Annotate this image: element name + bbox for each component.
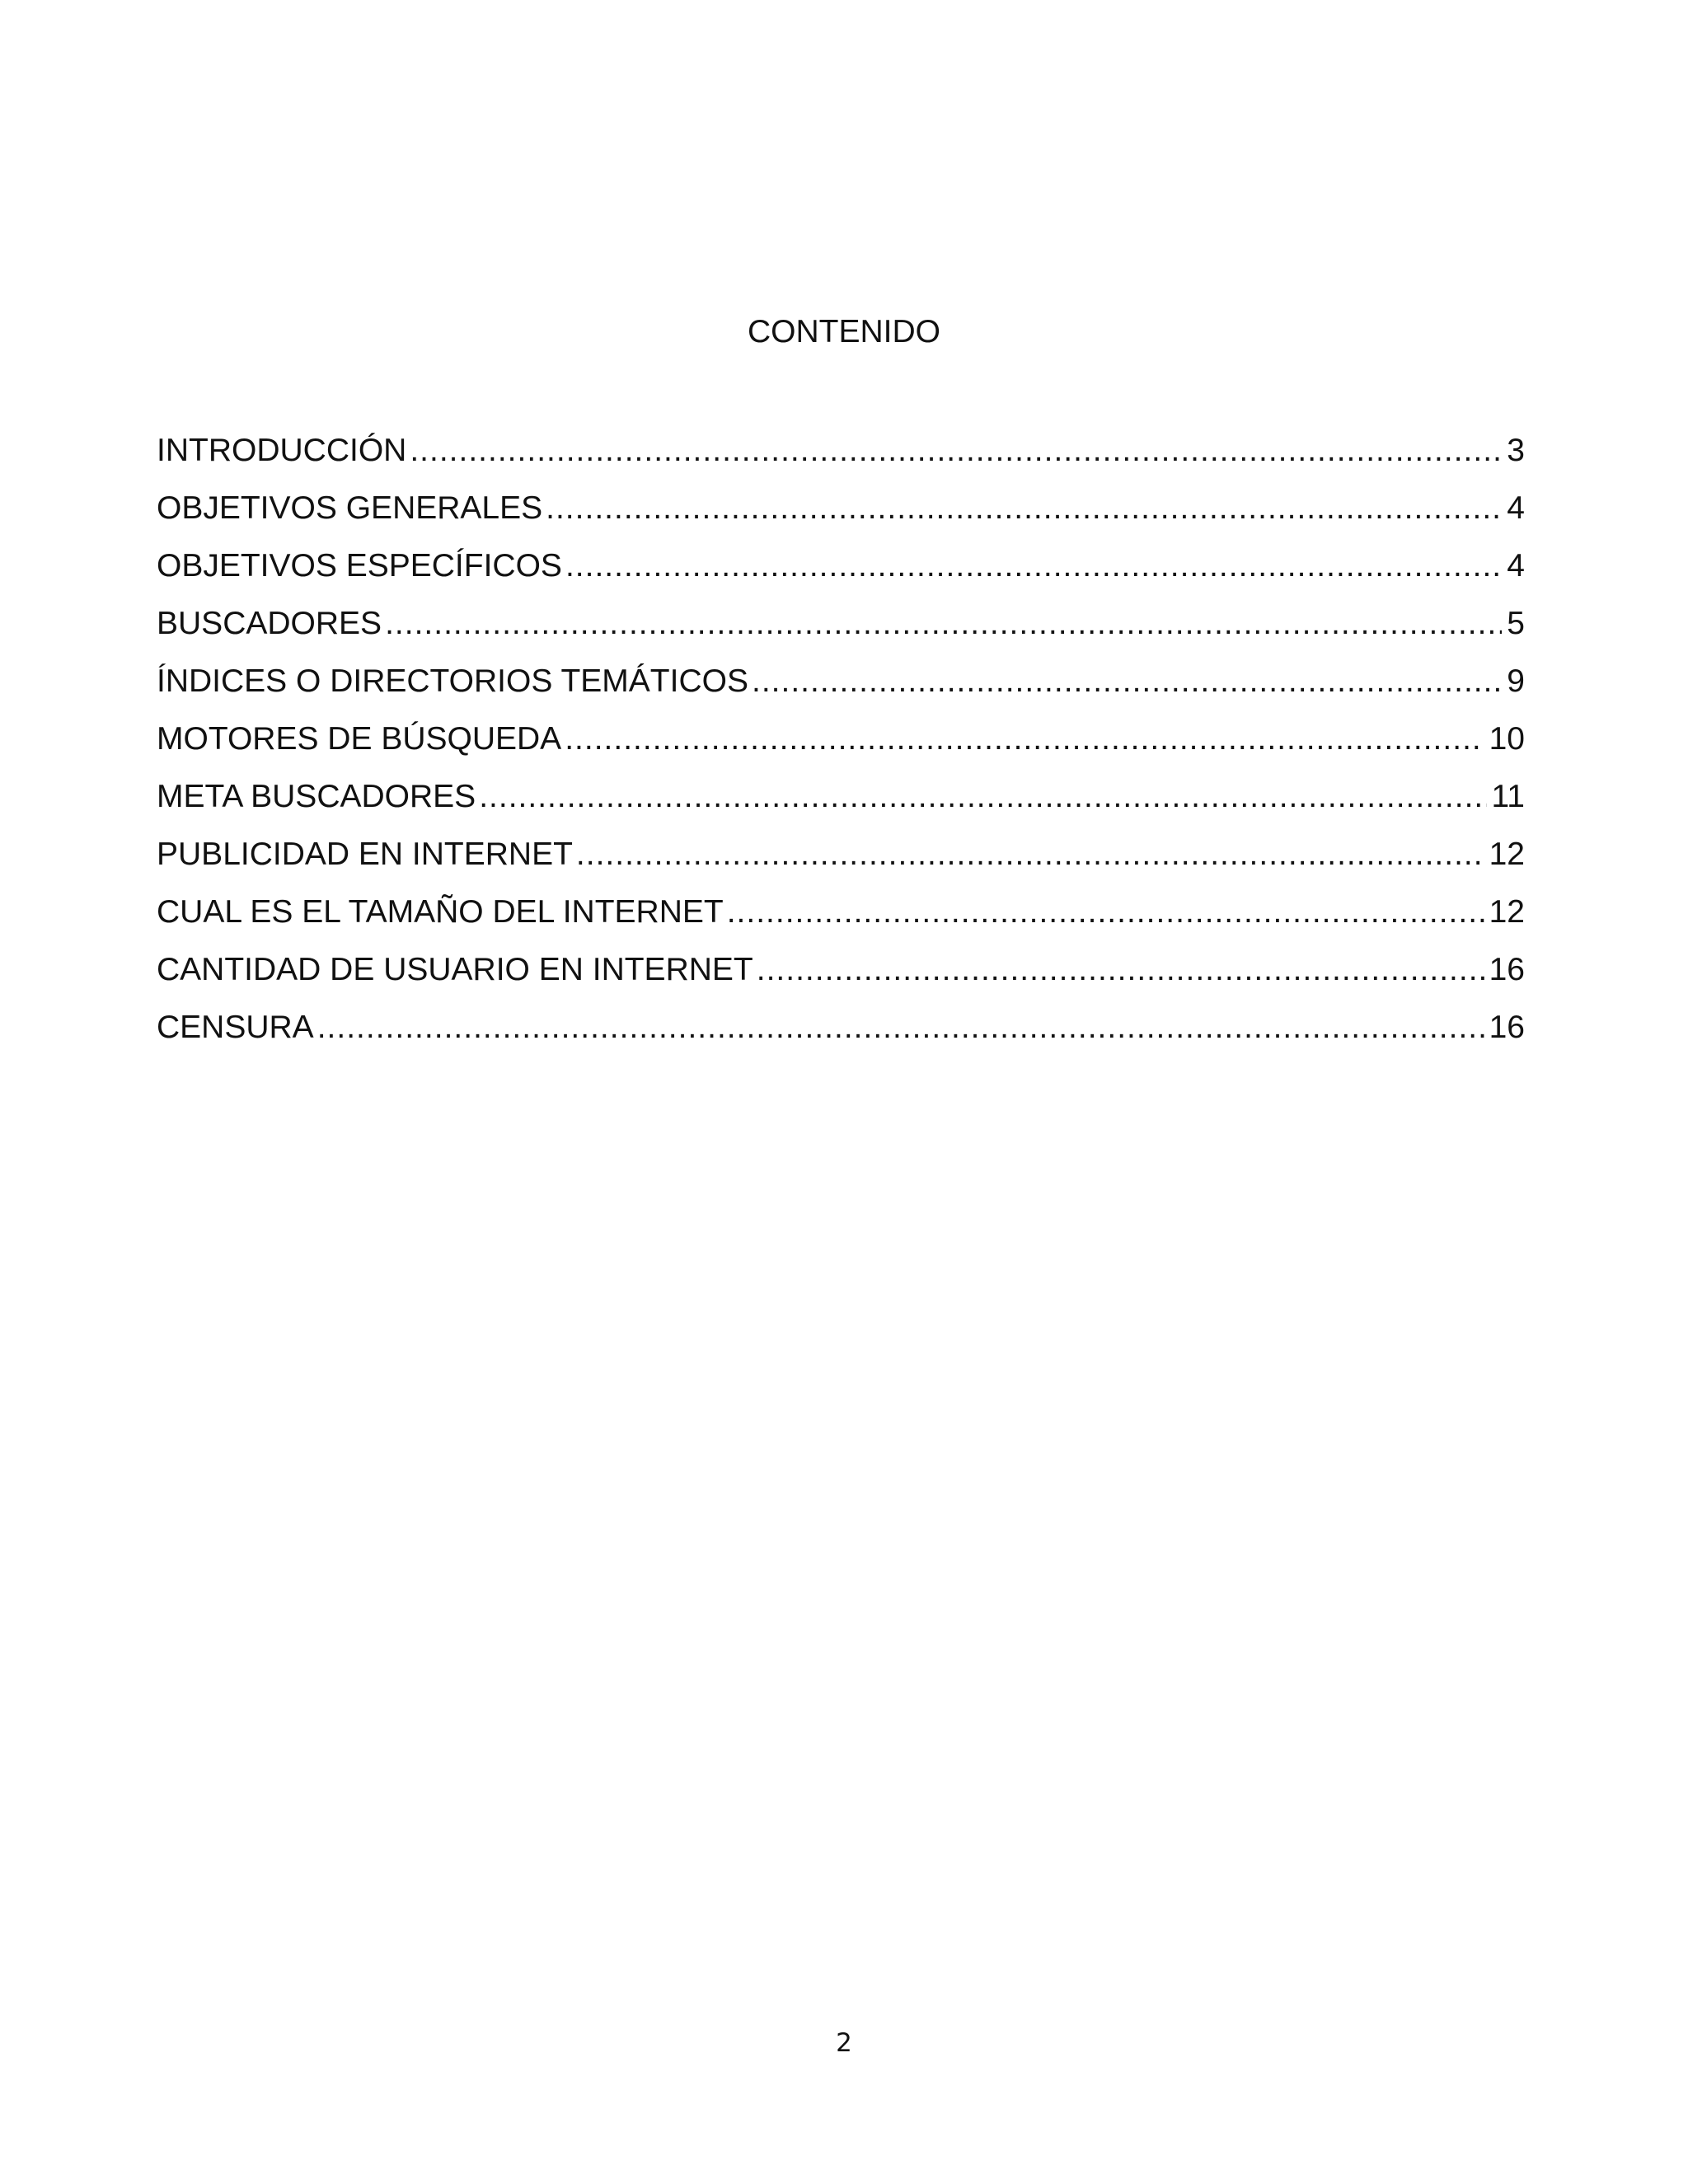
toc-dot-leader [565, 537, 1502, 595]
toc-entry-label: CANTIDAD DE USUARIO EN INTERNET [157, 952, 753, 987]
table-of-contents [157, 422, 1525, 1057]
toc-entry-page: 3 [1507, 433, 1525, 468]
toc-entry-label: ÍNDICES O DIRECTORIOS TEMÁTICOS [157, 663, 748, 699]
toc-entry-introduccion[interactable] [157, 422, 1525, 480]
toc-title: CONTENIDO [748, 314, 940, 349]
toc-entry-page: 12 [1489, 894, 1525, 930]
toc-entry-objetivos-especificos[interactable] [157, 537, 1525, 595]
toc-entry-page: 16 [1489, 1010, 1525, 1045]
toc-entry-censura[interactable] [157, 999, 1525, 1057]
toc-entry-page: 10 [1489, 721, 1525, 757]
toc-entry-publicidad-internet[interactable] [157, 826, 1525, 883]
toc-dot-leader [410, 422, 1502, 480]
toc-entry-label: OBJETIVOS GENERALES [157, 490, 543, 526]
toc-entry-label: INTRODUCCIÓN [157, 433, 407, 468]
toc-entry-label: CUAL ES EL TAMAÑO DEL INTERNET [157, 894, 724, 930]
toc-entry-label: META BUSCADORES [157, 779, 476, 814]
toc-entry-page: 9 [1507, 663, 1525, 699]
toc-dot-leader [727, 883, 1484, 941]
toc-entry-motores-busqueda[interactable] [157, 710, 1525, 768]
toc-entry-page: 16 [1489, 952, 1525, 987]
toc-entry-page: 4 [1507, 548, 1525, 583]
toc-entry-label: CENSURA [157, 1010, 314, 1045]
toc-dot-leader [752, 653, 1502, 710]
toc-entry-label: PUBLICIDAD EN INTERNET [157, 837, 573, 872]
toc-entry-label: BUSCADORES [157, 606, 382, 641]
toc-dot-leader [317, 999, 1484, 1057]
toc-entry-cantidad-usuario[interactable] [157, 941, 1525, 999]
toc-dot-leader [546, 480, 1502, 537]
toc-entry-page: 12 [1489, 837, 1525, 872]
toc-entry-tamano-internet[interactable] [157, 883, 1525, 941]
toc-entry-page: 5 [1507, 606, 1525, 641]
toc-entry-label: OBJETIVOS ESPECÍFICOS [157, 548, 562, 583]
toc-entry-page: 4 [1507, 490, 1525, 526]
toc-dot-leader [576, 826, 1484, 883]
toc-entry-indices-directorios[interactable] [157, 653, 1525, 710]
toc-entry-buscadores[interactable] [157, 595, 1525, 653]
toc-dot-leader [565, 710, 1484, 768]
toc-entry-meta-buscadores[interactable] [157, 768, 1525, 826]
toc-dot-leader [479, 768, 1486, 826]
toc-entry-objetivos-generales[interactable] [157, 480, 1525, 537]
toc-entry-label: MOTORES DE BÚSQUEDA [157, 721, 562, 757]
page-number: 2 [836, 2028, 852, 2058]
toc-dot-leader [385, 595, 1502, 653]
toc-dot-leader [757, 941, 1484, 999]
toc-entry-page: 11 [1491, 779, 1525, 814]
